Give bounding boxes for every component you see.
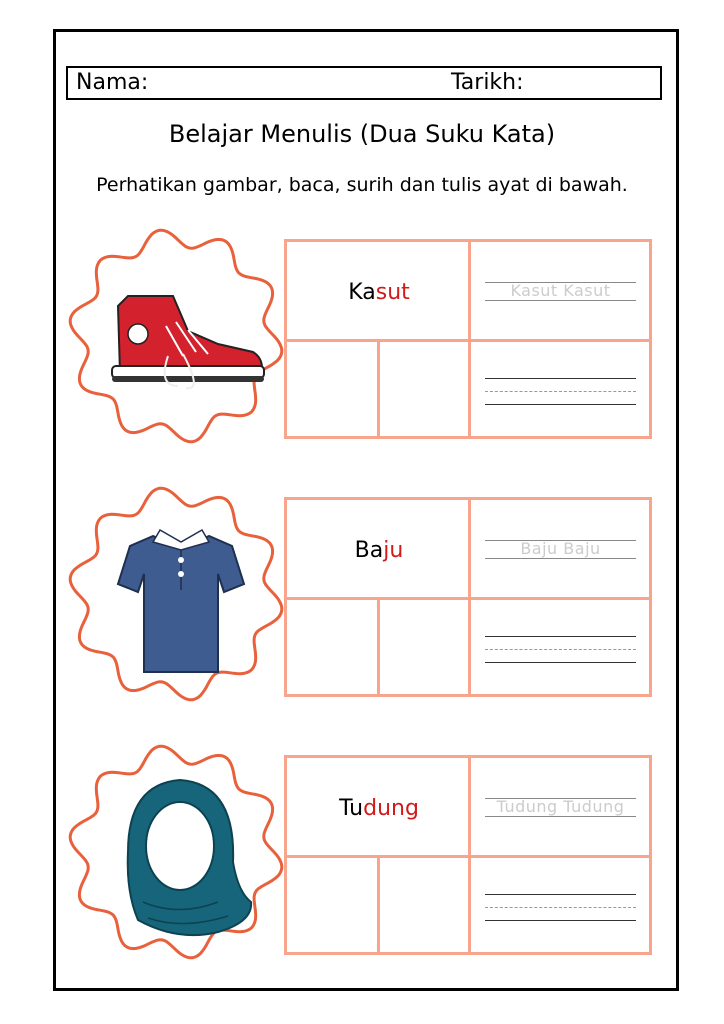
date-label: Tarikh: xyxy=(451,70,524,95)
trace-text: Kasut Kasut xyxy=(510,281,611,300)
syllable-2: dung xyxy=(363,795,419,821)
trace-text: Tudung Tudung xyxy=(496,797,625,816)
worksheet-instruction: Perhatikan gambar, baca, surih dan tulis ayat di bawah. xyxy=(96,174,628,196)
trace-cell xyxy=(471,758,652,858)
trace-cell xyxy=(471,242,652,342)
flower-frame xyxy=(68,484,284,704)
syllable-2: sut xyxy=(375,279,410,305)
word-table xyxy=(284,497,652,697)
word-table xyxy=(284,755,652,955)
name-label: Nama: xyxy=(76,70,149,95)
word-table xyxy=(284,239,652,439)
word-cell xyxy=(287,758,471,858)
name-date-bar xyxy=(66,66,662,100)
writing-lines[interactable] xyxy=(471,342,652,439)
flower-frame xyxy=(68,742,284,962)
writing-lines[interactable] xyxy=(471,858,652,955)
word-cell xyxy=(287,500,471,600)
syllable-1: Tu xyxy=(339,795,364,821)
syllable-2: ju xyxy=(383,537,404,563)
trace-text: Baju Baju xyxy=(520,539,601,558)
flower-frame xyxy=(68,226,284,446)
syllable-1: Ba xyxy=(354,537,384,563)
trace-cell xyxy=(471,500,652,600)
word-cell xyxy=(287,242,471,342)
writing-lines[interactable] xyxy=(471,600,652,697)
syllable-1: Ka xyxy=(348,279,376,305)
worksheet-title: Belajar Menulis (Dua Suku Kata) xyxy=(168,120,556,148)
